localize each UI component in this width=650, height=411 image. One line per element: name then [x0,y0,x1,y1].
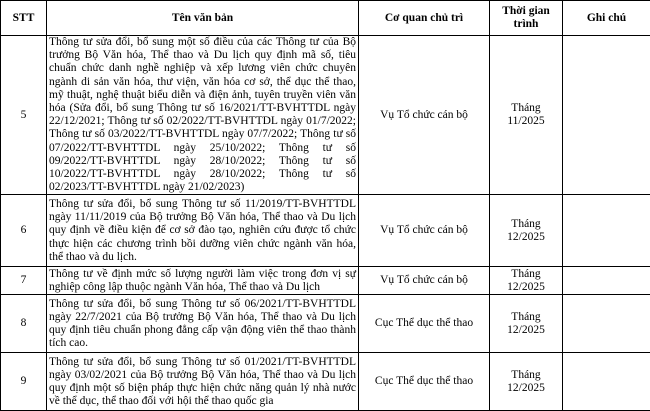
header-agency: Cơ quan chủ trì [359,1,490,36]
row-note [563,353,650,411]
header-time: Thời gian trình [490,1,563,36]
row-agency: Vụ Tổ chức cán bộ [359,36,490,195]
row-stt: 9 [1,353,47,411]
table-row [1,195,650,267]
row-title: Thông tư sửa đổi, bổ sung Thông tư số 11/2019/TT-BVHTTDL ngày 11/11/2019 của Bộ trưởng Bộ Văn hóa, Thể thao và Du lịch quy định về điều kiện để cơ sở đào tạo, nghiên cứu được tổ chức thực hiện các chương trình bồi dưỡng viên chức ngành văn hóa, thể thao và du lịch. [47,195,359,267]
row-agency: Cục Thể dục thể thao [359,353,490,411]
row-note [563,195,650,267]
row-agency: Vụ Tổ chức cán bộ [359,195,490,267]
row-stt: 7 [1,267,47,295]
table-row [1,267,650,295]
table-row [1,353,650,411]
row-time: Tháng 12/2025 [490,295,563,353]
row-title: Thông tư sửa đổi, bổ sung Thông tư số 01/2021/TT-BVHTTDL ngày 03/02/2021 của Bộ trưởng Bộ Văn hóa, Thể thao và Du lịch quy định một số biện pháp thực hiện chức năng quản lý nhà nước về thể dục, thể thao đối với hội thể thao quốc gia [47,353,359,411]
header-stt: STT [1,1,47,36]
table-row [1,36,650,195]
row-note [563,295,650,353]
row-title: Thông tư sửa đổi, bổ sung Thông tư số 06/2021/TT-BVHTTDL ngày 22/7/2021 của Bộ trưởng Bộ Văn hóa, Thể thao và Du lịch quy định tiêu chuẩn phong đẳng cấp vận động viên thể thao thành tích cao. [47,295,359,353]
header-row [1,1,650,36]
row-agency: Vụ Tổ chức cán bộ [359,267,490,295]
header-note: Ghi chú [563,1,650,36]
row-note [563,267,650,295]
row-note [563,36,650,195]
row-stt: 6 [1,195,47,267]
row-title: Thông tư sửa đổi, bổ sung một số điều của các Thông tư của Bộ trưởng Bộ Văn hóa, Thể thao và Du lịch quy định mã số, tiêu chuẩn chức danh nghề nghiệp và xếp lương viên chức chuyên ngành di sản văn hóa, thư viện, văn hóa cơ sở, thể dục thể thao, mỹ thuật, nghệ thuật biểu diễn và điện ảnh, tuyên truyền viên văn hóa (Sửa đổi, bổ sung Thông tư số 16/2021/TT-BVHTTDL ngày 22/12/2021; Thông tư số 02/2022/TT-BVHTTDL ngày 01/7/2022; Thông tư số 03/2022/TT-BVHTTDL ngày 07/7/2022; Thông tư số 07/2022/TT-BVHTTDL ngày 25/10/2022; Thông tư số 09/2022/TT-BVHTTDL ngày 28/10/2022; Thông tư số 10/2022/TT-BVHTTDL ngày 28/10/2022; Thông tư số 02/2023/TT-BVHTTDL ngày 21/02/2023) [47,36,359,195]
row-time: Tháng 11/2025 [490,36,563,195]
row-stt: 5 [1,36,47,195]
row-stt: 8 [1,295,47,353]
row-time: Tháng 12/2025 [490,267,563,295]
header-title: Tên văn bản [47,1,359,36]
row-agency: Cục Thể dục thể thao [359,295,490,353]
row-title: Thông tư về định mức số lượng người làm việc trong đơn vị sự nghiệp công lập thuộc ngành Văn hóa, Thể thao và Du lịch [47,267,359,295]
row-time: Tháng 12/2025 [490,195,563,267]
table-row [1,295,650,353]
row-time: Tháng 12/2025 [490,353,563,411]
